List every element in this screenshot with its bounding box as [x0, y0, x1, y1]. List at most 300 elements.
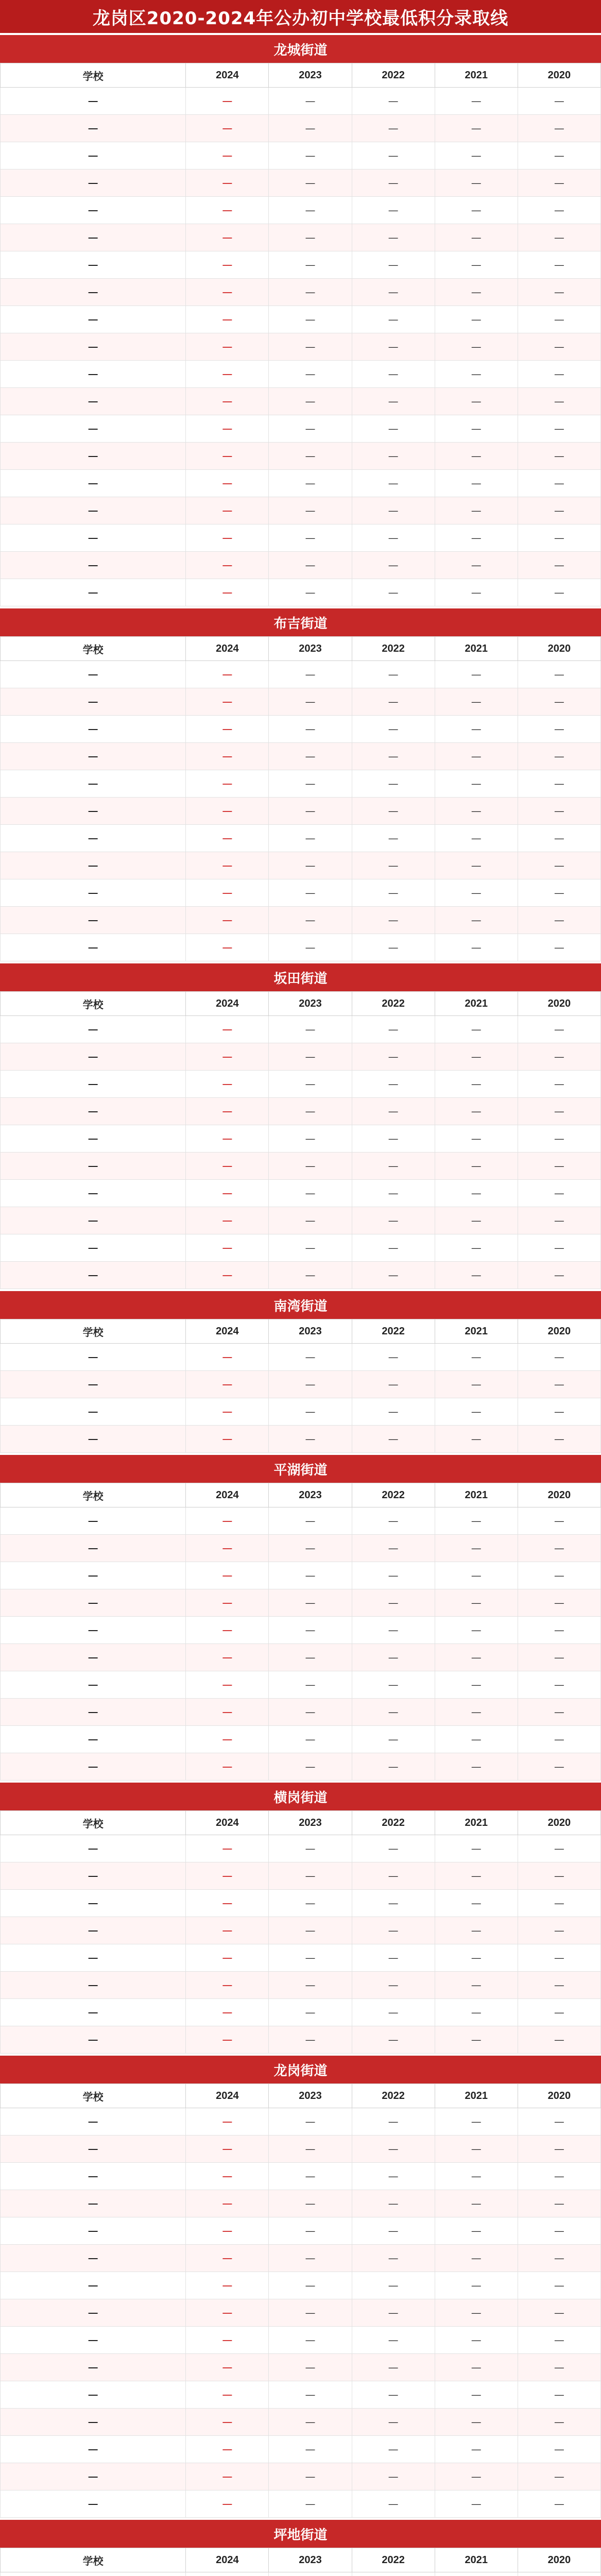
district-header: 平湖街道: [0, 1453, 601, 1483]
score-cell: —: [269, 1071, 352, 1098]
score-cell: —: [435, 1917, 518, 1944]
school-name-cell: —: [1, 2190, 186, 2217]
score-cell: —: [269, 552, 352, 579]
score-cell: —: [518, 1098, 600, 1125]
score-cell: —: [352, 1016, 435, 1043]
column-header-year: 2023: [269, 2548, 352, 2572]
score-cell: —: [435, 470, 518, 497]
district-header: 布吉街道: [0, 606, 601, 636]
score-cell: —: [435, 415, 518, 443]
school-name-cell: —: [1, 524, 186, 552]
score-cell: —: [518, 825, 600, 852]
table-row: [1, 1972, 601, 1999]
score-cell: —: [352, 907, 435, 934]
table-header-row: [1, 2084, 601, 2108]
score-cell: —: [518, 1835, 600, 1862]
score-cell: —: [269, 1972, 352, 1999]
score-cell: —: [269, 524, 352, 552]
score-cell: —: [186, 1207, 269, 1234]
column-header-year: 2020: [518, 63, 600, 88]
school-name-cell: —: [1, 2463, 186, 2490]
score-cell: —: [186, 2190, 269, 2217]
score-cell: —: [352, 1344, 435, 1371]
column-header-year: 2021: [435, 637, 518, 661]
table-row: [1, 934, 601, 961]
table-row: [1, 279, 601, 306]
score-cell: —: [518, 1699, 600, 1726]
table-row: [1, 907, 601, 934]
table-row: [1, 879, 601, 907]
district-section: [0, 33, 601, 606]
score-table: [0, 63, 601, 606]
score-cell: —: [352, 1589, 435, 1617]
score-cell: —: [518, 688, 600, 716]
table-row: [1, 798, 601, 825]
score-cell: —: [435, 1835, 518, 1862]
score-cell: —: [435, 1398, 518, 1426]
score-cell: —: [435, 879, 518, 907]
table-row: [1, 1043, 601, 1071]
column-header-year: 2022: [352, 637, 435, 661]
score-cell: —: [352, 170, 435, 197]
column-header-year: 2024: [186, 992, 269, 1016]
score-cell: —: [269, 1344, 352, 1371]
score-cell: —: [352, 2190, 435, 2217]
score-cell: —: [269, 470, 352, 497]
score-cell: —: [435, 2490, 518, 2518]
score-cell: —: [186, 142, 269, 170]
column-header-year: 2021: [435, 63, 518, 88]
score-cell: —: [186, 443, 269, 470]
column-header-year: 2020: [518, 1811, 600, 1835]
school-name-cell: —: [1, 1207, 186, 1234]
score-cell: —: [518, 306, 600, 333]
score-cell: —: [518, 2354, 600, 2381]
column-header-year: 2023: [269, 1811, 352, 1835]
table-row: [1, 552, 601, 579]
score-cell: —: [269, 2463, 352, 2490]
score-cell: —: [269, 2490, 352, 2518]
score-cell: —: [269, 388, 352, 415]
table-row: [1, 1726, 601, 1753]
school-name-cell: —: [1, 115, 186, 142]
score-cell: —: [352, 2381, 435, 2409]
score-cell: —: [352, 1753, 435, 1781]
score-cell: —: [435, 1562, 518, 1589]
column-header-year: 2022: [352, 2084, 435, 2108]
score-cell: —: [518, 1644, 600, 1671]
score-cell: —: [435, 1098, 518, 1125]
score-cell: —: [352, 1234, 435, 1262]
score-cell: —: [269, 688, 352, 716]
score-cell: —: [269, 2245, 352, 2272]
score-cell: —: [186, 1589, 269, 1617]
table-row: [1, 688, 601, 716]
column-header-year: 2024: [186, 63, 269, 88]
table-row: [1, 1589, 601, 1617]
column-header-year: 2020: [518, 1319, 600, 1344]
score-cell: —: [435, 1071, 518, 1098]
column-header-year: 2021: [435, 992, 518, 1016]
column-header-year: 2022: [352, 1483, 435, 1507]
score-cell: —: [435, 1944, 518, 1972]
school-name-cell: —: [1, 1043, 186, 1071]
score-cell: —: [352, 1972, 435, 1999]
score-cell: —: [186, 1016, 269, 1043]
score-cell: —: [352, 470, 435, 497]
score-cell: —: [186, 224, 269, 251]
table-row: [1, 1016, 601, 1043]
score-cell: —: [435, 2272, 518, 2299]
score-cell: —: [269, 1699, 352, 1726]
score-cell: —: [352, 852, 435, 879]
table-row: [1, 2217, 601, 2245]
score-cell: —: [435, 2245, 518, 2272]
score-cell: —: [186, 470, 269, 497]
score-cell: —: [435, 1507, 518, 1535]
score-cell: —: [269, 415, 352, 443]
score-cell: —: [269, 2299, 352, 2327]
score-cell: —: [186, 170, 269, 197]
score-cell: —: [435, 2327, 518, 2354]
table-row: [1, 333, 601, 361]
school-name-cell: —: [1, 2436, 186, 2463]
score-cell: —: [186, 1726, 269, 1753]
score-cell: —: [352, 115, 435, 142]
score-cell: —: [435, 1890, 518, 1917]
score-cell: —: [518, 1262, 600, 1289]
score-cell: —: [352, 1262, 435, 1289]
sections-container: [0, 33, 601, 2576]
district-section: [0, 1781, 601, 2054]
score-cell: —: [186, 2463, 269, 2490]
school-name-cell: —: [1, 279, 186, 306]
score-cell: —: [435, 1043, 518, 1071]
table-header-row: [1, 637, 601, 661]
district-section: [0, 2518, 601, 2576]
score-cell: —: [518, 661, 600, 688]
school-name-cell: —: [1, 1835, 186, 1862]
table-row: [1, 2354, 601, 2381]
school-name-cell: —: [1, 1562, 186, 1589]
score-cell: —: [269, 1999, 352, 2026]
score-cell: —: [269, 798, 352, 825]
score-cell: —: [186, 1890, 269, 1917]
score-cell: —: [435, 1180, 518, 1207]
school-name-cell: —: [1, 1999, 186, 2026]
score-cell: —: [352, 2245, 435, 2272]
score-cell: —: [435, 1999, 518, 2026]
column-header-year: 2023: [269, 63, 352, 88]
score-cell: —: [518, 2381, 600, 2409]
score-cell: —: [518, 2463, 600, 2490]
score-cell: —: [518, 2299, 600, 2327]
table-row: [1, 2272, 601, 2299]
table-row: [1, 2572, 601, 2576]
score-cell: —: [186, 688, 269, 716]
score-cell: —: [352, 688, 435, 716]
score-cell: —: [518, 1426, 600, 1453]
school-name-cell: —: [1, 2026, 186, 2054]
score-cell: —: [186, 1562, 269, 1589]
school-name-cell: [1, 2572, 186, 2576]
score-table: [0, 1810, 601, 2054]
score-cell: [352, 2572, 435, 2576]
district-header: 横岗街道: [0, 1781, 601, 1810]
score-cell: —: [518, 142, 600, 170]
score-cell: —: [186, 1835, 269, 1862]
score-cell: —: [352, 934, 435, 961]
score-cell: —: [186, 1617, 269, 1644]
score-cell: —: [435, 115, 518, 142]
table-row: [1, 2163, 601, 2190]
score-cell: —: [186, 2409, 269, 2436]
score-cell: —: [186, 388, 269, 415]
column-header-school: 学校: [1, 637, 186, 661]
score-cell: —: [352, 552, 435, 579]
score-cell: —: [518, 1507, 600, 1535]
school-name-cell: —: [1, 2217, 186, 2245]
score-cell: —: [269, 1944, 352, 1972]
school-name-cell: —: [1, 443, 186, 470]
column-header-school: 学校: [1, 1319, 186, 1344]
score-cell: —: [518, 333, 600, 361]
score-cell: —: [352, 2490, 435, 2518]
school-name-cell: —: [1, 1589, 186, 1617]
score-cell: —: [435, 825, 518, 852]
score-cell: —: [435, 361, 518, 388]
table-row: [1, 716, 601, 743]
score-cell: —: [518, 1890, 600, 1917]
score-cell: —: [518, 1043, 600, 1071]
score-cell: —: [435, 1589, 518, 1617]
score-cell: —: [518, 1944, 600, 1972]
score-cell: —: [186, 2245, 269, 2272]
district-header: 坪地街道: [0, 2518, 601, 2548]
score-cell: —: [435, 2190, 518, 2217]
score-cell: —: [435, 2436, 518, 2463]
score-cell: —: [269, 2163, 352, 2190]
school-name-cell: —: [1, 798, 186, 825]
school-name-cell: —: [1, 1753, 186, 1781]
district-section: [0, 1289, 601, 1453]
table-row: [1, 1671, 601, 1699]
score-cell: —: [269, 1507, 352, 1535]
school-name-cell: —: [1, 852, 186, 879]
score-cell: —: [435, 552, 518, 579]
score-cell: —: [269, 2327, 352, 2354]
score-cell: —: [435, 2026, 518, 2054]
score-cell: —: [352, 497, 435, 524]
score-cell: —: [269, 279, 352, 306]
table-row: [1, 1617, 601, 1644]
school-name-cell: —: [1, 2490, 186, 2518]
table-row: [1, 1644, 601, 1671]
score-cell: —: [435, 1726, 518, 1753]
score-cell: —: [352, 1999, 435, 2026]
score-cell: —: [269, 1234, 352, 1262]
column-header-year: 2023: [269, 1483, 352, 1507]
score-table: [0, 1483, 601, 1781]
score-cell: —: [352, 1535, 435, 1562]
score-cell: [186, 2572, 269, 2576]
score-cell: —: [269, 1753, 352, 1781]
score-table: [0, 2083, 601, 2518]
column-header-year: 2020: [518, 2084, 600, 2108]
score-cell: —: [435, 1671, 518, 1699]
score-cell: —: [352, 2409, 435, 2436]
score-cell: —: [269, 1917, 352, 1944]
score-cell: —: [518, 1917, 600, 1944]
school-name-cell: —: [1, 1862, 186, 1890]
score-cell: —: [186, 1699, 269, 1726]
score-cell: —: [435, 388, 518, 415]
score-cell: —: [435, 170, 518, 197]
score-cell: —: [518, 115, 600, 142]
score-cell: —: [269, 1535, 352, 1562]
table-row: [1, 1753, 601, 1781]
score-cell: —: [186, 579, 269, 606]
score-cell: —: [269, 907, 352, 934]
score-cell: —: [435, 142, 518, 170]
school-name-cell: —: [1, 470, 186, 497]
score-cell: —: [435, 333, 518, 361]
score-cell: —: [269, 170, 352, 197]
score-cell: —: [435, 716, 518, 743]
school-name-cell: —: [1, 2327, 186, 2354]
score-cell: —: [352, 743, 435, 770]
score-cell: —: [186, 2327, 269, 2354]
score-cell: —: [269, 2108, 352, 2136]
score-cell: —: [186, 2163, 269, 2190]
score-cell: —: [518, 1562, 600, 1589]
school-name-cell: —: [1, 661, 186, 688]
score-cell: —: [186, 1999, 269, 2026]
score-cell: —: [186, 1753, 269, 1781]
score-cell: —: [269, 1262, 352, 1289]
score-cell: —: [269, 825, 352, 852]
school-name-cell: —: [1, 825, 186, 852]
score-cell: —: [269, 716, 352, 743]
score-cell: —: [186, 2272, 269, 2299]
district-section: [0, 961, 601, 1289]
table-header-row: [1, 63, 601, 88]
table-row: [1, 1125, 601, 1153]
score-cell: —: [518, 1153, 600, 1180]
school-name-cell: —: [1, 1344, 186, 1371]
school-name-cell: —: [1, 1262, 186, 1289]
score-cell: —: [186, 361, 269, 388]
score-cell: —: [186, 743, 269, 770]
score-cell: —: [269, 2409, 352, 2436]
score-cell: —: [435, 1234, 518, 1262]
score-cell: —: [518, 1753, 600, 1781]
score-cell: —: [435, 661, 518, 688]
score-cell: —: [435, 2108, 518, 2136]
score-cell: —: [186, 2381, 269, 2409]
score-cell: —: [269, 2217, 352, 2245]
table-row: [1, 251, 601, 279]
score-cell: —: [435, 88, 518, 115]
score-cell: —: [186, 770, 269, 798]
score-cell: —: [352, 1726, 435, 1753]
score-cell: —: [269, 2190, 352, 2217]
district-header: 龙岗街道: [0, 2054, 601, 2083]
score-cell: —: [352, 361, 435, 388]
table-row: [1, 524, 601, 552]
score-cell: —: [269, 1016, 352, 1043]
score-table: [0, 1319, 601, 1453]
score-cell: —: [269, 251, 352, 279]
score-cell: —: [518, 770, 600, 798]
score-cell: —: [186, 197, 269, 224]
column-header-school: 学校: [1, 1483, 186, 1507]
school-name-cell: —: [1, 251, 186, 279]
school-name-cell: —: [1, 1398, 186, 1426]
column-header-year: 2022: [352, 2548, 435, 2572]
table-row: [1, 743, 601, 770]
score-cell: —: [186, 1180, 269, 1207]
table-row: [1, 306, 601, 333]
score-cell: —: [186, 333, 269, 361]
score-cell: —: [435, 688, 518, 716]
score-cell: —: [518, 2108, 600, 2136]
score-cell: —: [269, 852, 352, 879]
score-cell: —: [352, 661, 435, 688]
score-cell: —: [186, 1426, 269, 1453]
score-cell: —: [186, 552, 269, 579]
score-cell: —: [435, 1207, 518, 1234]
score-cell: —: [352, 443, 435, 470]
school-name-cell: —: [1, 1890, 186, 1917]
score-cell: —: [352, 2217, 435, 2245]
score-cell: —: [269, 1207, 352, 1234]
score-cell: —: [352, 279, 435, 306]
school-name-cell: —: [1, 770, 186, 798]
score-cell: —: [352, 1125, 435, 1153]
score-cell: —: [269, 1890, 352, 1917]
score-cell: —: [186, 716, 269, 743]
table-row: [1, 1180, 601, 1207]
table-row: [1, 2108, 601, 2136]
column-header-year: 2024: [186, 2548, 269, 2572]
school-name-cell: —: [1, 1644, 186, 1671]
school-name-cell: —: [1, 552, 186, 579]
score-cell: —: [352, 1371, 435, 1398]
score-cell: —: [435, 1617, 518, 1644]
table-header-row: [1, 1811, 601, 1835]
score-cell: —: [518, 1589, 600, 1617]
score-cell: —: [186, 415, 269, 443]
score-cell: —: [435, 1426, 518, 1453]
score-cell: [269, 2572, 352, 2576]
score-cell: —: [186, 1371, 269, 1398]
score-cell: —: [352, 1153, 435, 1180]
score-cell: —: [435, 279, 518, 306]
score-cell: —: [518, 443, 600, 470]
score-cell: —: [518, 1234, 600, 1262]
score-cell: —: [352, 1507, 435, 1535]
score-cell: —: [518, 2217, 600, 2245]
score-cell: —: [518, 1862, 600, 1890]
score-cell: —: [518, 1180, 600, 1207]
score-cell: —: [269, 2436, 352, 2463]
score-cell: —: [518, 1207, 600, 1234]
school-name-cell: —: [1, 2163, 186, 2190]
school-name-cell: —: [1, 2299, 186, 2327]
score-cell: —: [435, 443, 518, 470]
score-cell: —: [269, 443, 352, 470]
